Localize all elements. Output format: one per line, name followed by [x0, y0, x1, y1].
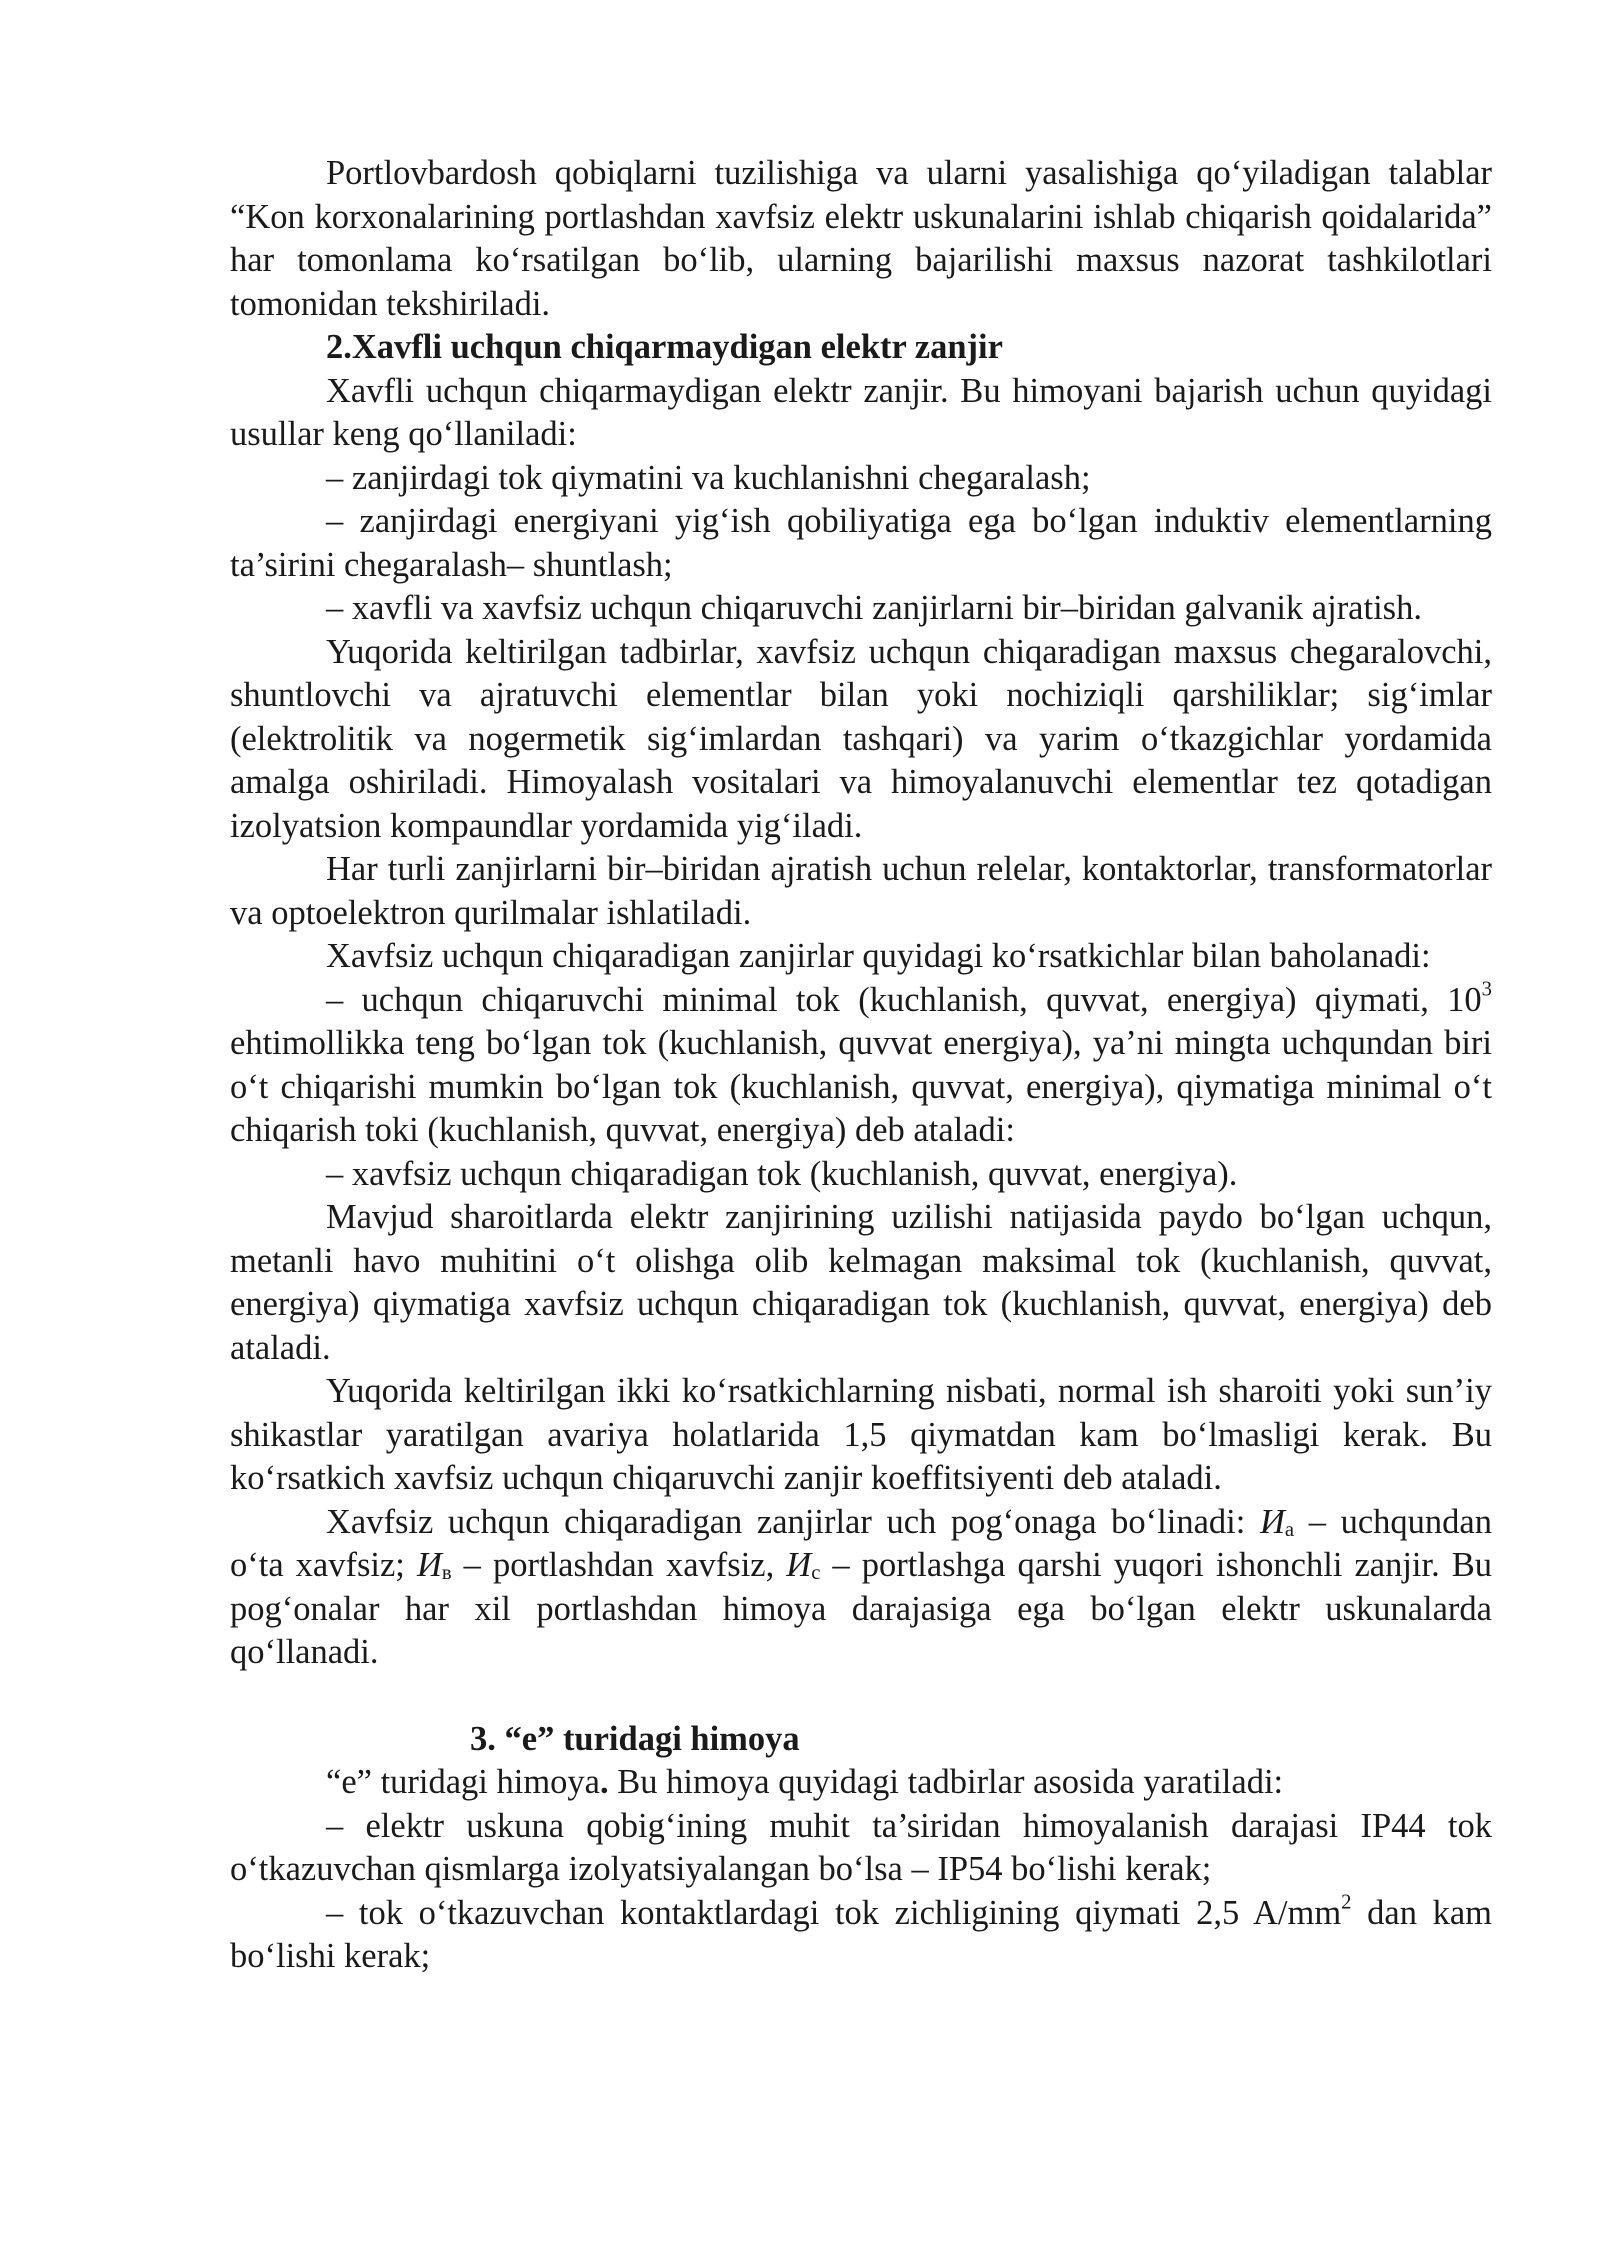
section-heading-3: 3. “e” turidagi himoya [470, 1719, 800, 1758]
list-item-limit-inductive: – zanjirdagi energiyani yig‘ish qobiliyatiga ega bo‘lgan induktiv elementlarning ta’sirini chegaralash– shuntlash; [230, 502, 1492, 584]
paragraph-circuit-separation: Har turli zanjirlarni bir–biridan ajratish uchun relelar, kontaktorlar, transformatorlar va optoelektron qurilmalar ishlatiladi. [230, 850, 1492, 932]
paragraph-explosion-proof-shells: Portlovbardosh qobiqlarni tuzilishiga va ularni yasalishiga qo‘yiladigan talablar “Kon korxonalarining portlashdan xavfsiz elektr uskunalarini ishlab chiqarish qoidalarida” har tomonlama ko‘rsatilgan bo‘lib, ularning bajarilishi maxsus nazorat tashkilotlari tomonidan tekshiriladi. [230, 154, 1492, 323]
section-heading-2: 2.Xavfli uchqun chiqarmaydigan elektr zanjir [326, 328, 1003, 366]
paragraph-evaluation-criteria: Xavfsiz uchqun chiqaradigan zanjirlar quyidagi ko‘rsatkichlar bilan baholanadi: [326, 937, 1431, 975]
paragraph-type-e-intro: “e” turidagi himoya. Bu himoya quyidagi tadbirlar asosida yaratiladi: [326, 1763, 1284, 1801]
exponent: 2 [1341, 1890, 1352, 1913]
paragraph-protection-levels: Xavfsiz uchqun chiqaradigan zanjirlar uch pog‘onaga bo‘linadi: $И_a$ – uchqundan o‘ta xavfsiz; $И_в$ – portlashdan xavfsiz, $И_c$ – portlashga qarshi yuqori ishonchli zanjir. Bu pog‘onalar har xil portlashdan himoya darajasiga ega bo‘lgan elektr uskunalarda qo‘llanadi. [230, 1502, 1493, 1671]
paragraph-safe-current-definition: Mavjud sharoitlarda elektr zanjirining uzilishi natijasida paydo bo‘lgan uchqun, metanli havo muhitini o‘t olishga olib kelmagan maksimal tok (kuchlanish, quvvat, energiya) qiymatiga xavfsiz uchqun chiqaradigan tok (kuchlanish, quvvat, energiya) deb ataladi. [230, 1198, 1492, 1367]
exponent: 3 [1481, 977, 1492, 1000]
list-item-current-density: – tok o‘tkazuvchan kontaktlardagi tok zichligining qiymati 2,5 $A/mm^2$ dan kam bo‘lishi kerak; [230, 1890, 1492, 1975]
list-item-galvanic-isolation: – xavfli va xavfsiz uchqun chiqaruvchi zanjirlarni bir–biridan galvanik ajratish. [326, 589, 1422, 627]
list-item-minimum-ignition-current: – uchqun chiqaruvchi minimal tok (kuchlanish, quvvat, energiya) qiymati, $10^3$ ehtimollikka teng bo‘lgan tok (kuchlanish, quvvat energiya), ya’ni mingta uchqundan biri o‘t chiqarishi mumkin bo‘lgan tok (kuchlanish, quvvat, energiya), qiymatiga minimal o‘t chiqarish toki (kuchlanish, quvvat, energiya) deb ataladi: [230, 977, 1492, 1149]
document-page [230, 152, 1492, 1979]
paragraph-intrinsic-safety-intro: Xavfli uchqun chiqarmaydigan elektr zanjir. Bu himoyani bajarish uchun quyidagi usullar keng qo‘llaniladi: [230, 371, 1492, 453]
list-item-safe-current: – xavfsiz uchqun chiqaradigan tok (kuchlanish, quvvat, energiya). [326, 1154, 1238, 1193]
paragraph-measures-implementation: Yuqorida keltirilgan tadbirlar, xavfsiz uchqun chiqaradigan maxsus chegaralovchi, shuntlovchi va ajratuvchi elementlar bilan yoki nochiziqli qarshiliklar; sig‘imlar (elektrolitik va nogermetik sig‘imlardan tashqari) va yarim o‘tkazgichlar yordamida amalga oshiriladi. Himoyalash vositalari va himoyalanuvchi elementlar tez qotadigan izolyatsion kompaundlar yordamida yig‘iladi. [230, 632, 1492, 845]
list-item-ingress-protection: – elektr uskuna qobig‘ining muhit ta’siridan himoyalanish darajasi IP44 tok o‘tkazuvchan qismlarga izolyatsiyalangan bo‘lsa – IP54 bo‘lishi kerak; [230, 1806, 1492, 1888]
list-item-limit-current: – zanjirdagi tok qiymatini va kuchlanishni chegaralash; [326, 458, 1091, 497]
paragraph-safety-coefficient: Yuqorida keltirilgan ikki ko‘rsatkichlarning nisbati, normal ish sharoiti yoki sun’iy shikastlar yaratilgan avariya holatlarida 1,5 qiymatdan kam bo‘lmasligi kerak. Bu ko‘rsatkich xavfsiz uchqun chiqaruvchi zanjir koeffitsiyenti deb ataladi. [230, 1372, 1492, 1497]
